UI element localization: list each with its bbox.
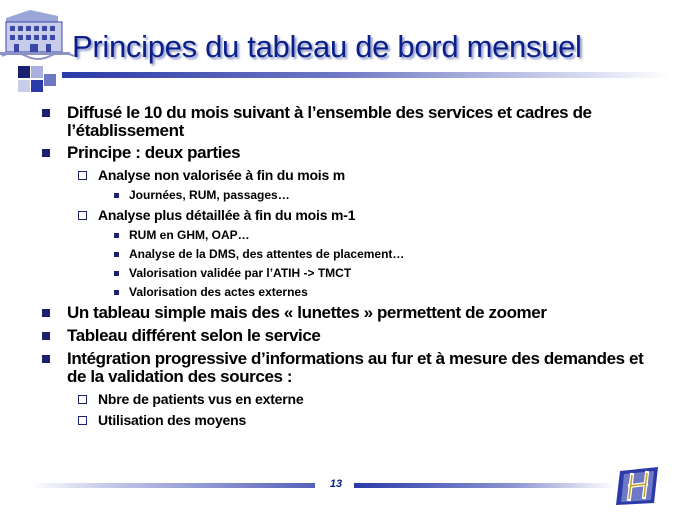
sub-bullet-text: Analyse non valorisée à fin du mois m xyxy=(98,167,346,183)
sub-sub-bullet-text: Valorisation validée par l’ATIH -> TMCT xyxy=(129,266,352,280)
sub-bullet-text: Analyse plus détaillée à fin du mois m-1 xyxy=(98,207,356,223)
hollow-square-bullet-icon xyxy=(78,395,87,404)
hospital-h-logo-icon xyxy=(614,465,664,507)
sub-sub-bullet-text: RUM en GHM, OAP… xyxy=(129,228,250,242)
sub-bullet-item xyxy=(0,391,689,408)
title-underline xyxy=(62,72,672,78)
footer-rule-left xyxy=(30,483,315,488)
square-bullet-icon xyxy=(42,149,50,157)
sub-sub-bullet-item xyxy=(0,285,689,299)
bullet-list xyxy=(0,104,689,433)
sub-sub-bullet-text: Journées, RUM, passages… xyxy=(129,188,290,202)
sub-bullet-item xyxy=(0,207,689,224)
small-square-bullet-icon xyxy=(114,193,119,198)
sub-sub-bullet-text: Valorisation des actes externes xyxy=(129,285,308,299)
footer-rule-right xyxy=(354,483,616,488)
bullet-item xyxy=(0,104,689,140)
sub-sub-bullet-text: Analyse de la DMS, des attentes de placement… xyxy=(129,247,405,261)
square-bullet-icon xyxy=(42,109,50,117)
small-square-bullet-icon xyxy=(114,290,119,295)
square-bullet-icon xyxy=(42,332,50,340)
sub-bullet-item xyxy=(0,412,689,429)
hollow-square-bullet-icon xyxy=(78,416,87,425)
hollow-square-bullet-icon xyxy=(78,171,87,180)
sub-bullet-item xyxy=(0,167,689,184)
decorative-squares xyxy=(18,66,62,98)
square-bullet-icon xyxy=(42,309,50,317)
sub-sub-bullet-item xyxy=(0,188,689,202)
bullet-text: Un tableau simple mais des « lunettes » permettent de zoomer xyxy=(67,303,547,322)
small-square-bullet-icon xyxy=(114,271,119,276)
small-square-bullet-icon xyxy=(114,252,119,257)
slide-title: Principes du tableau de bord mensuel xyxy=(72,29,582,64)
bullet-item xyxy=(0,304,689,322)
bullet-item xyxy=(0,350,689,386)
bullet-text: Intégration progressive d’informations au fur et à mesure des demandes et de la validation des sources : xyxy=(67,349,644,386)
small-square-bullet-icon xyxy=(114,233,119,238)
bullet-text: Principe : deux parties xyxy=(67,143,241,162)
sub-bullet-text: Utilisation des moyens xyxy=(98,412,247,428)
sub-sub-bullet-item xyxy=(0,247,689,261)
sub-bullet-text: Nbre de patients vus en externe xyxy=(98,391,304,407)
bullet-text: Diffusé le 10 du mois suivant à l’ensemble des services et cadres de l’établissement xyxy=(67,103,592,140)
page-number: 13 xyxy=(329,478,343,490)
sub-sub-bullet-item xyxy=(0,228,689,242)
hospital-logo xyxy=(0,0,78,64)
square-bullet-icon xyxy=(42,355,50,363)
hollow-square-bullet-icon xyxy=(78,211,87,220)
bullet-item xyxy=(0,144,689,162)
bullet-item xyxy=(0,327,689,345)
bullet-text: Tableau différent selon le service xyxy=(67,326,321,345)
sub-sub-bullet-item xyxy=(0,266,689,280)
